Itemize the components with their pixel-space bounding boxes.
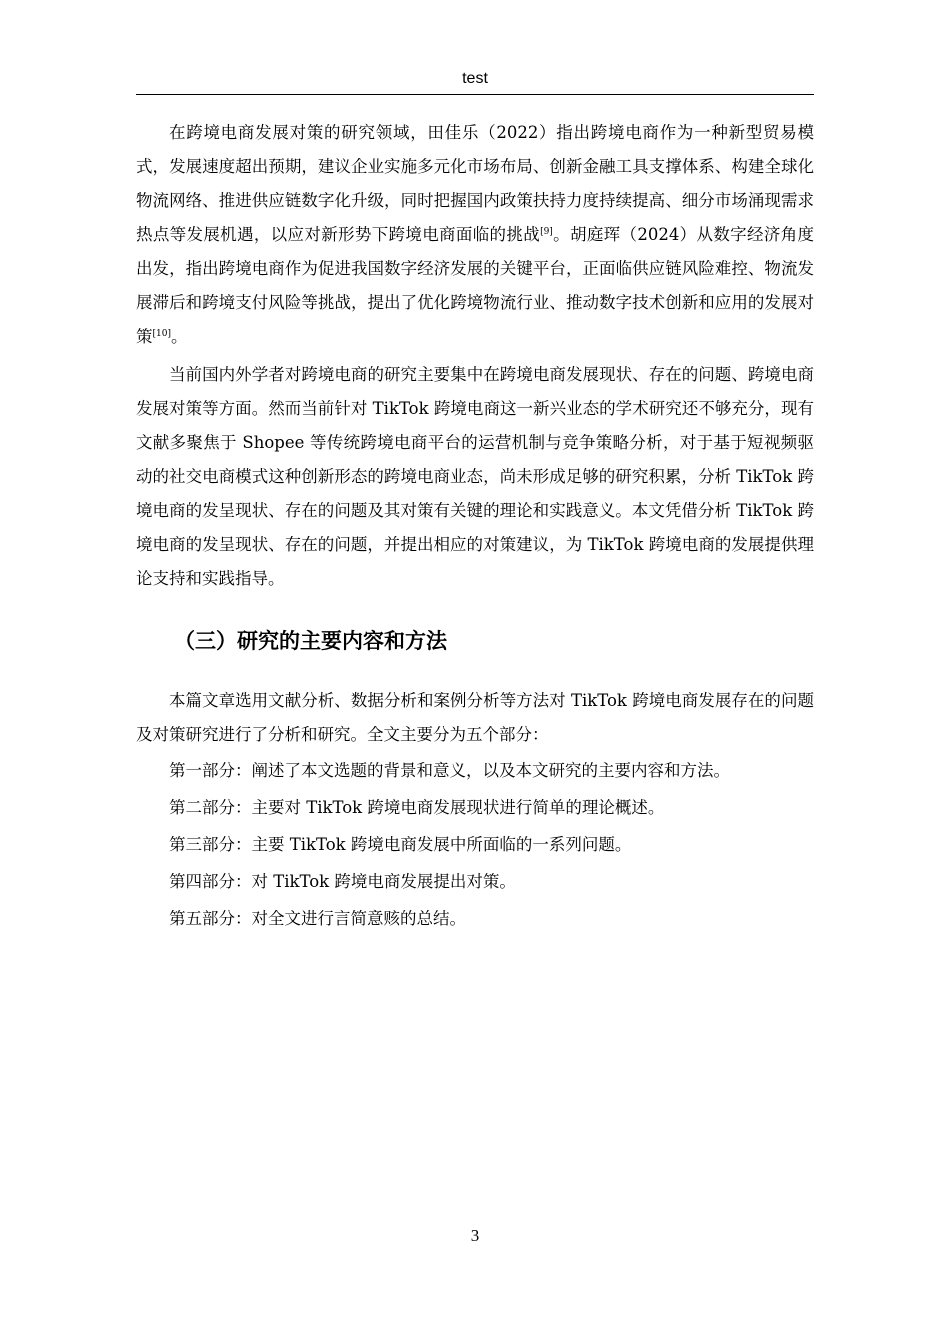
citation-ref: [9] — [540, 227, 553, 237]
list-item: 第三部分：主要 TikTok 跨境电商发展中所面临的一系列问题。 — [169, 835, 632, 854]
document-body — [136, 116, 814, 937]
list-item: 第二部分：主要对 TikTok 跨境电商发展现状进行简单的理论概述。 — [169, 798, 665, 817]
list-item: 第五部分：对全文进行言简意赅的总结。 — [169, 909, 466, 928]
page-number: 3 — [470, 1226, 480, 1245]
page-header — [136, 66, 814, 95]
paragraph-text: 。胡庭珲（2024）从数字经济角度出发，指出跨境电商作为促进我国数字经济发展的关键平台，正面临供应链风险难控、物流发展滞后和跨境支付风险等挑战，提出了优化跨境物流行业、推动数字技术创新和应用的发展对策 — [136, 225, 815, 346]
paragraph-methods-intro: 本篇文章选用文献分析、数据分析和案例分析等方法对 TikTok 跨境电商发展存在的问题及对策研究进行了分析和研究。全文主要分为五个部分： — [136, 691, 814, 744]
citation-ref: [10] — [152, 329, 171, 339]
paragraph-text: 在跨境电商发展对策的研究领域，田佳乐（2022）指出跨境电商作为一种新型贸易模式，发展速度超出预期，建议企业实施多元化市场布局、创新金融工具支撑体系、构建全球化物流网络、推进供应链数字化升级，同时把握国内政策扶持力度持续提高、细分市场涌现需求热点等发展机遇，以应对新形势下跨境电商面临的挑战 — [136, 123, 814, 244]
paragraph-research-gap: 当前国内外学者对跨境电商的研究主要集中在跨境电商发展现状、存在的问题、跨境电商发展对策等方面。然而当前针对 TikTok 跨境电商这一新兴业态的学术研究还不够充分，现有文献多聚焦于 Shopee 等传统跨境电商平台的运营机制与竞争策略分析，对于基于短视频驱动的社交电商模式这种创新形态的跨境电商业态，尚未形成足够的研究积累，分析 TikTok 跨境电商的发呈现状、存在的问题及其对策有关键的理论和实践意义。本文凭借分析 TikTok 跨境电商的发呈现状、存在的问题，并提出相应的对策建议，为 TikTok 跨境电商的发展提供理论支持和实践指导。 — [136, 365, 814, 588]
header-title: test — [462, 70, 488, 87]
list-item: 第一部分：阐述了本文选题的背景和意义，以及本文研究的主要内容和方法。 — [169, 761, 730, 780]
list-item: 第四部分：对 TikTok 跨境电商发展提出对策。 — [169, 872, 516, 891]
paragraph-literature-review — [136, 116, 814, 354]
section-heading: （三）研究的主要内容和方法 — [174, 629, 447, 653]
paragraph-text: 。 — [170, 327, 188, 346]
